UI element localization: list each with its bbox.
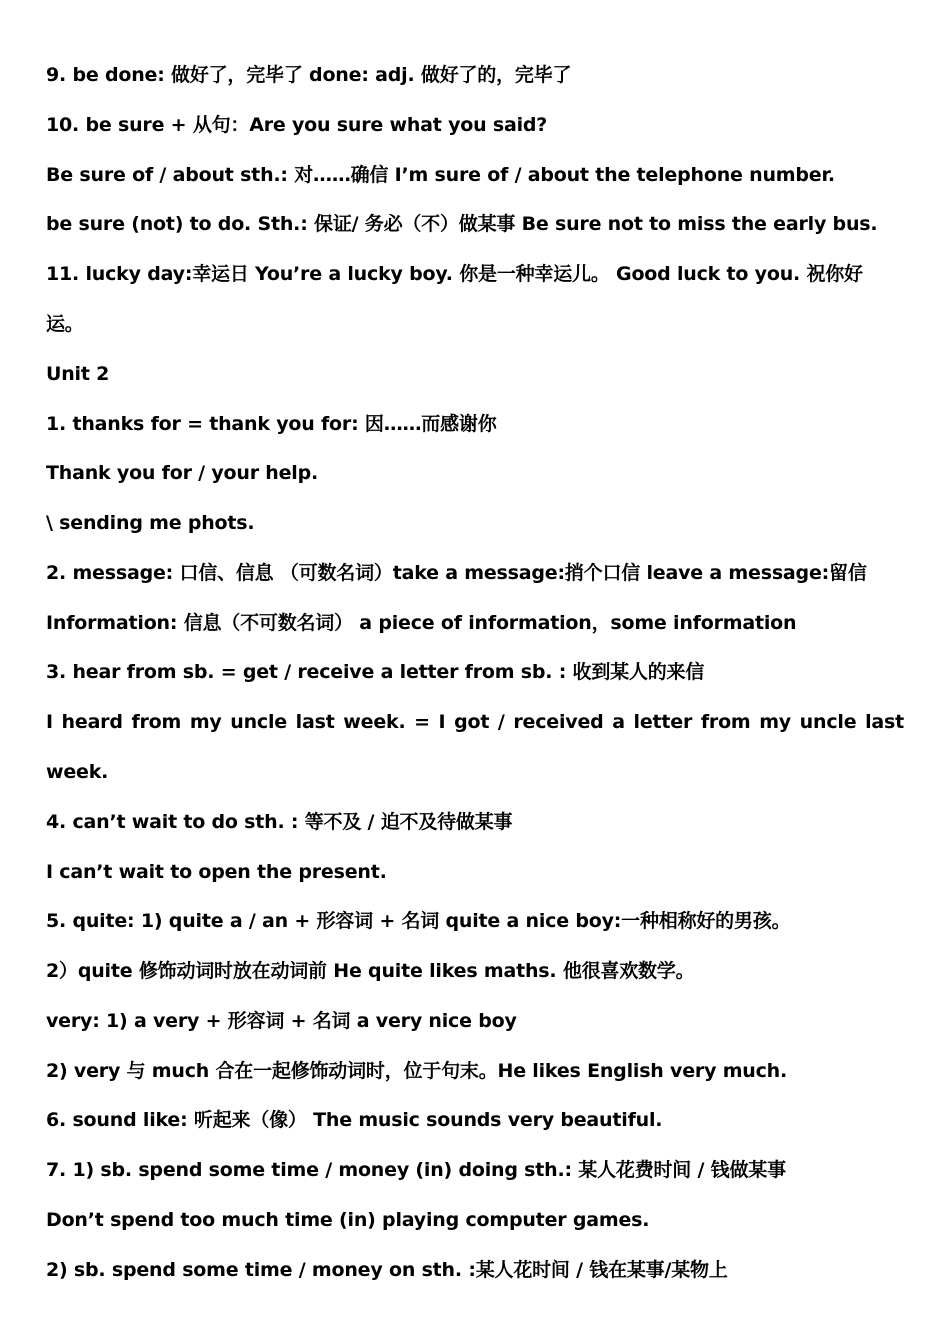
text-line-6-sound-like: 6. sound like: 听起来（像） The music sounds very beautiful. xyxy=(46,1109,663,1131)
text-line-heard-from-uncle: I heard from my uncle last week. = I got / received a letter from my uncle last xyxy=(46,711,904,733)
section-heading-unit-2: Unit 2 xyxy=(46,363,110,385)
text-line-cant-wait-example: I can’t wait to open the present. xyxy=(46,861,387,883)
text-line-thank-you-for-help: Thank you for / your help. xyxy=(46,462,319,484)
text-line-lucky-day-continued: 运。 xyxy=(46,313,84,335)
text-line-be-sure-of: Be sure of / about sth.: 对……确信 I’m sure of / about the telephone number. xyxy=(46,164,835,186)
text-line-very-much: 2) very 与 much 合在一起修饰动词时，位于句末。He likes English very much. xyxy=(46,1060,788,1082)
text-line-7-spend-doing: 7. 1) sb. spend some time / money (in) doing sth.: 某人花费时间 / 钱做某事 xyxy=(46,1159,786,1181)
text-line-11-lucky-day: 11. lucky day:幸运日 You’re a lucky boy. 你是一种幸运儿。 Good luck to you. 祝你好 xyxy=(46,263,863,285)
text-line-3-hear-from: 3. hear from sb. = get / receive a letter from sb. : 收到某人的来信 xyxy=(46,661,705,683)
text-line-4-cant-wait: 4. can’t wait to do sth. : 等不及 / 迫不及待做某事 xyxy=(46,811,513,833)
text-line-be-sure-not-to-do: be sure (not) to do. Sth.: 保证/ 务必（不）做某事 Be sure not to miss the early bus. xyxy=(46,213,878,235)
text-line-spend-on: 2) sb. spend some time / money on sth. :某人花时间 / 钱在某事/某物上 xyxy=(46,1259,728,1281)
text-line-9-be-done: 9. be done: 做好了，完毕了 done: adj. 做好了的，完毕了 xyxy=(46,64,572,86)
text-line-dont-spend-example: Don’t spend too much time (in) playing computer games. xyxy=(46,1209,650,1231)
text-line-quite-verb: 2）quite 修饰动词时放在动词前 He quite likes maths. 他很喜欢数学。 xyxy=(46,960,695,982)
text-line-1-thanks-for: 1. thanks for = thank you for: 因……而感谢你 xyxy=(46,413,497,435)
text-line-heard-from-uncle-continued: week. xyxy=(46,761,109,783)
text-line-2-message: 2. message: 口信、信息 （可数名词）take a message:捎个口信 leave a message:留信 xyxy=(46,562,867,584)
text-line-10-be-sure: 10. be sure + 从句：Are you sure what you said? xyxy=(46,114,548,136)
text-line-information: Information: 信息（不可数名词） a piece of information，some information xyxy=(46,612,797,634)
text-line-sending-me-photos: \ sending me phots. xyxy=(46,512,255,534)
text-line-very: very: 1) a very + 形容词 + 名词 a very nice boy xyxy=(46,1010,517,1032)
text-line-5-quite: 5. quite: 1) quite a / an + 形容词 + 名词 quite a nice boy:一种相称好的男孩。 xyxy=(46,910,791,932)
